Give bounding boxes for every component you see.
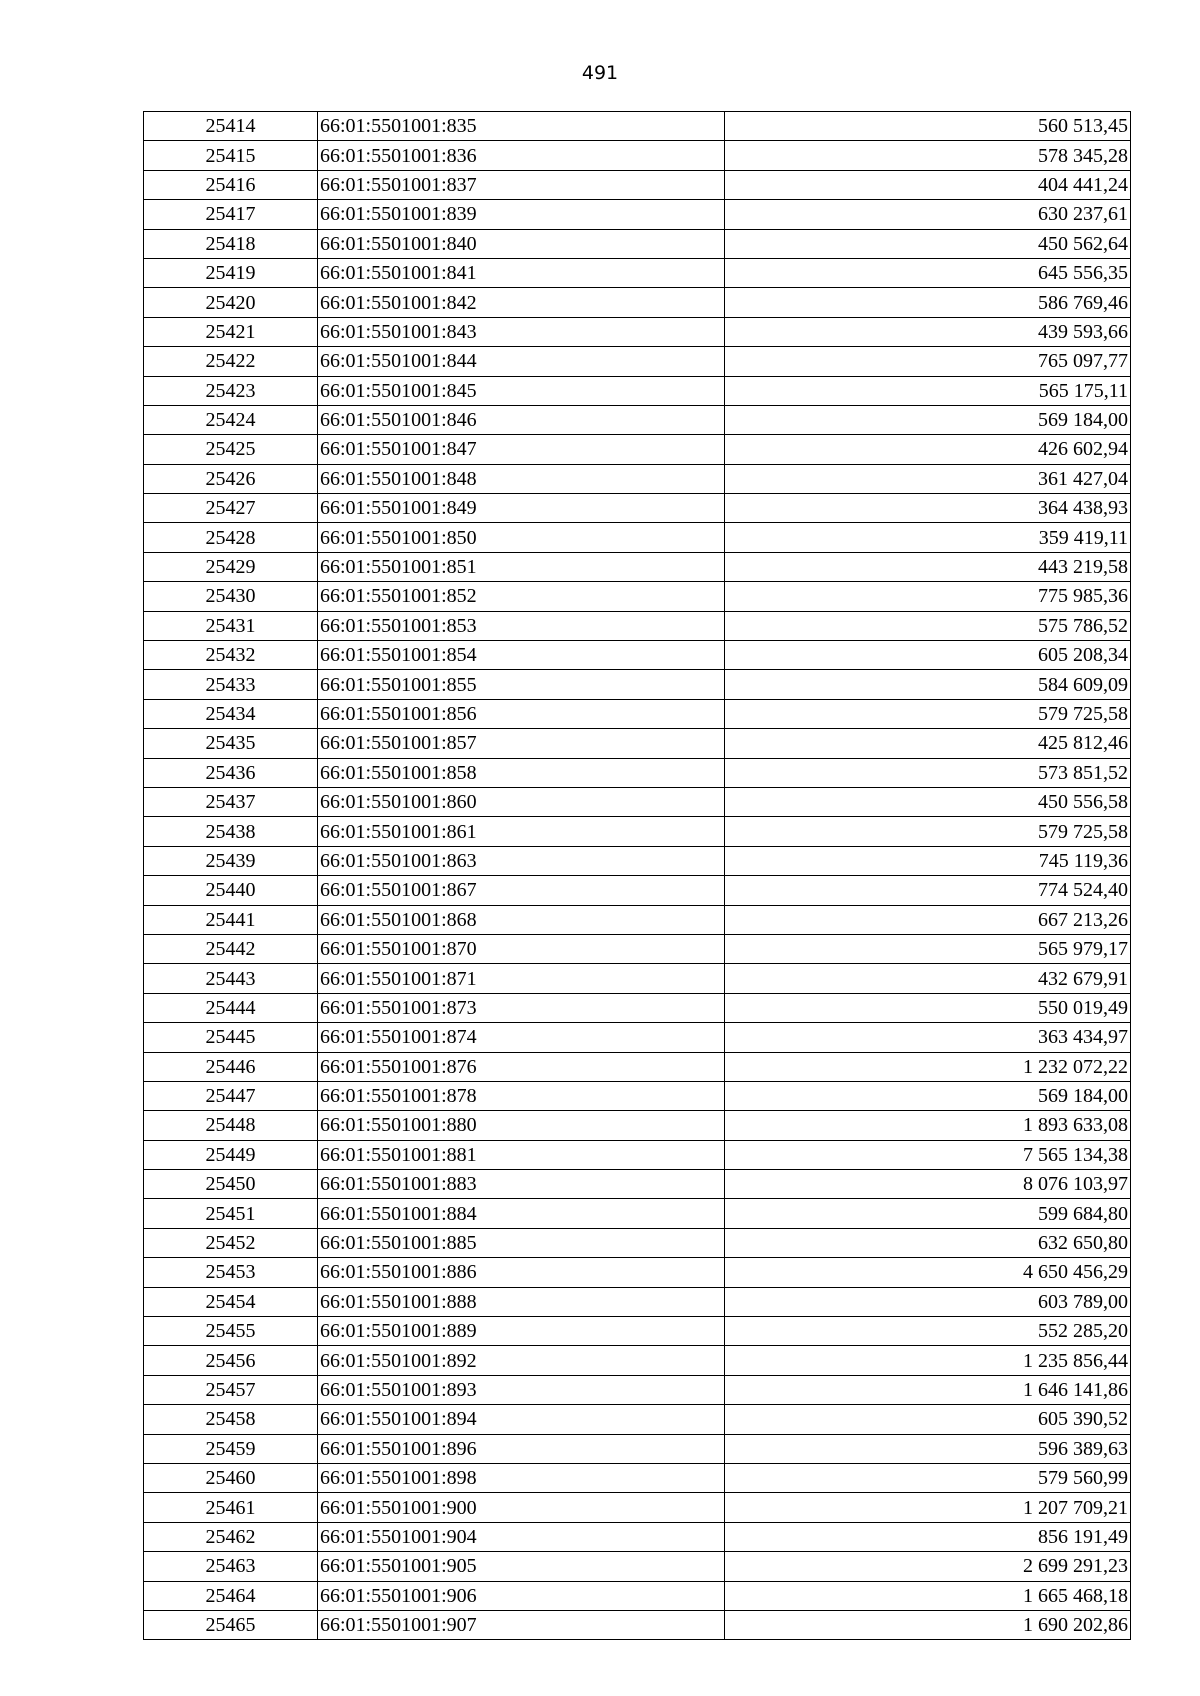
row-number-cell: 25432 [144,641,318,670]
cadastral-number-cell: 66:01:5501001:852 [318,582,725,611]
cadastral-value-cell: 363 434,97 [725,1023,1131,1052]
row-number-cell: 25429 [144,552,318,581]
cadastral-number-cell: 66:01:5501001:863 [318,846,725,875]
table-row [144,1552,1131,1581]
cadastral-value-cell: 1 235 856,44 [725,1346,1131,1375]
row-number-cell: 25445 [144,1023,318,1052]
cadastral-number-cell: 66:01:5501001:843 [318,317,725,346]
cadastral-number-cell: 66:01:5501001:885 [318,1228,725,1257]
cadastral-value-cell: 1 665 468,18 [725,1581,1131,1610]
cadastral-number-cell: 66:01:5501001:880 [318,1111,725,1140]
row-number-cell: 25426 [144,464,318,493]
row-number-cell: 25446 [144,1052,318,1081]
cadastral-value-cell: 443 219,58 [725,552,1131,581]
cadastral-number-cell: 66:01:5501001:896 [318,1434,725,1463]
cadastral-number-cell: 66:01:5501001:841 [318,258,725,287]
cadastral-number-cell: 66:01:5501001:851 [318,552,725,581]
cadastral-number-cell: 66:01:5501001:881 [318,1140,725,1169]
row-number-cell: 25449 [144,1140,318,1169]
cadastral-value-cell: 550 019,49 [725,993,1131,1022]
row-number-cell: 25415 [144,141,318,170]
cadastral-number-cell: 66:01:5501001:886 [318,1258,725,1287]
cadastral-value-cell: 565 175,11 [725,376,1131,405]
cadastral-value-table [143,111,1131,1640]
row-number-cell: 25421 [144,317,318,346]
row-number-cell: 25427 [144,494,318,523]
row-number-cell: 25424 [144,405,318,434]
table-row [144,288,1131,317]
table-row [144,1522,1131,1551]
row-number-cell: 25414 [144,112,318,141]
cadastral-value-cell: 361 427,04 [725,464,1131,493]
row-number-cell: 25417 [144,200,318,229]
table-row [144,1052,1131,1081]
table-row [144,1375,1131,1404]
table-row [144,729,1131,758]
table-row [144,405,1131,434]
table-row [144,1111,1131,1140]
table-row [144,846,1131,875]
row-number-cell: 25462 [144,1522,318,1551]
cadastral-number-cell: 66:01:5501001:893 [318,1375,725,1404]
cadastral-value-cell: 599 684,80 [725,1199,1131,1228]
row-number-cell: 25428 [144,523,318,552]
row-number-cell: 25422 [144,347,318,376]
table-row [144,964,1131,993]
row-number-cell: 25437 [144,787,318,816]
table-row [144,523,1131,552]
row-number-cell: 25419 [144,258,318,287]
cadastral-number-cell: 66:01:5501001:894 [318,1405,725,1434]
table-row [144,876,1131,905]
cadastral-value-cell: 596 389,63 [725,1434,1131,1463]
row-number-cell: 25436 [144,758,318,787]
cadastral-number-cell: 66:01:5501001:854 [318,641,725,670]
cadastral-number-cell: 66:01:5501001:907 [318,1610,725,1639]
cadastral-value-cell: 1 646 141,86 [725,1375,1131,1404]
row-number-cell: 25423 [144,376,318,405]
cadastral-value-cell: 667 213,26 [725,905,1131,934]
table-row [144,993,1131,1022]
table-row [144,170,1131,199]
row-number-cell: 25420 [144,288,318,317]
cadastral-number-cell: 66:01:5501001:900 [318,1493,725,1522]
cadastral-number-cell: 66:01:5501001:857 [318,729,725,758]
cadastral-number-cell: 66:01:5501001:905 [318,1552,725,1581]
table-row [144,1081,1131,1110]
row-number-cell: 25441 [144,905,318,934]
cadastral-number-cell: 66:01:5501001:873 [318,993,725,1022]
row-number-cell: 25438 [144,817,318,846]
cadastral-value-cell: 1 232 072,22 [725,1052,1131,1081]
cadastral-value-cell: 560 513,45 [725,112,1131,141]
row-number-cell: 25461 [144,1493,318,1522]
row-number-cell: 25454 [144,1287,318,1316]
cadastral-value-cell: 579 725,58 [725,699,1131,728]
cadastral-number-cell: 66:01:5501001:840 [318,229,725,258]
cadastral-number-cell: 66:01:5501001:868 [318,905,725,934]
table-row [144,787,1131,816]
cadastral-value-cell: 1 690 202,86 [725,1610,1131,1639]
row-number-cell: 25430 [144,582,318,611]
row-number-cell: 25448 [144,1111,318,1140]
row-number-cell: 25418 [144,229,318,258]
cadastral-number-cell: 66:01:5501001:848 [318,464,725,493]
table-row [144,229,1131,258]
cadastral-number-cell: 66:01:5501001:871 [318,964,725,993]
cadastral-value-cell: 1 893 633,08 [725,1111,1131,1140]
cadastral-value-cell: 404 441,24 [725,170,1131,199]
table-row [144,641,1131,670]
cadastral-value-cell: 4 650 456,29 [725,1258,1131,1287]
cadastral-value-cell: 605 208,34 [725,641,1131,670]
row-number-cell: 25453 [144,1258,318,1287]
table-row [144,1346,1131,1375]
table-row [144,817,1131,846]
cadastral-number-cell: 66:01:5501001:836 [318,141,725,170]
cadastral-number-cell: 66:01:5501001:860 [318,787,725,816]
cadastral-value-cell: 645 556,35 [725,258,1131,287]
row-number-cell: 25447 [144,1081,318,1110]
row-number-cell: 25439 [144,846,318,875]
cadastral-number-cell: 66:01:5501001:898 [318,1463,725,1492]
cadastral-value-cell: 745 119,36 [725,846,1131,875]
cadastral-number-cell: 66:01:5501001:842 [318,288,725,317]
row-number-cell: 25458 [144,1405,318,1434]
cadastral-number-cell: 66:01:5501001:849 [318,494,725,523]
row-number-cell: 25425 [144,435,318,464]
page-number: 491 [581,62,619,84]
cadastral-number-cell: 66:01:5501001:883 [318,1170,725,1199]
row-number-cell: 25433 [144,670,318,699]
table-row [144,258,1131,287]
row-number-cell: 25431 [144,611,318,640]
row-number-cell: 25416 [144,170,318,199]
cadastral-number-cell: 66:01:5501001:876 [318,1052,725,1081]
cadastral-number-cell: 66:01:5501001:889 [318,1317,725,1346]
cadastral-value-cell: 578 345,28 [725,141,1131,170]
row-number-cell: 25443 [144,964,318,993]
cadastral-value-cell: 774 524,40 [725,876,1131,905]
cadastral-number-cell: 66:01:5501001:846 [318,405,725,434]
table-row [144,905,1131,934]
table-row [144,200,1131,229]
row-number-cell: 25434 [144,699,318,728]
cadastral-number-cell: 66:01:5501001:853 [318,611,725,640]
table-row [144,1434,1131,1463]
table-row [144,435,1131,464]
table-row [144,1610,1131,1639]
cadastral-value-cell: 2 699 291,23 [725,1552,1131,1581]
table-row [144,934,1131,963]
cadastral-number-cell: 66:01:5501001:906 [318,1581,725,1610]
cadastral-value-cell: 586 769,46 [725,288,1131,317]
cadastral-value-cell: 552 285,20 [725,1317,1131,1346]
cadastral-number-cell: 66:01:5501001:874 [318,1023,725,1052]
row-number-cell: 25451 [144,1199,318,1228]
table-row [144,464,1131,493]
table-row [144,1463,1131,1492]
cadastral-value-cell: 630 237,61 [725,200,1131,229]
cadastral-value-cell: 632 650,80 [725,1228,1131,1257]
cadastral-number-cell: 66:01:5501001:835 [318,112,725,141]
table-row [144,376,1131,405]
cadastral-value-cell: 439 593,66 [725,317,1131,346]
row-number-cell: 25464 [144,1581,318,1610]
cadastral-value-cell: 432 679,91 [725,964,1131,993]
table-row [144,112,1131,141]
cadastral-value-cell: 605 390,52 [725,1405,1131,1434]
cadastral-number-cell: 66:01:5501001:904 [318,1522,725,1551]
table-row [144,552,1131,581]
table-row [144,1199,1131,1228]
cadastral-number-cell: 66:01:5501001:847 [318,435,725,464]
cadastral-number-cell: 66:01:5501001:856 [318,699,725,728]
cadastral-number-cell: 66:01:5501001:850 [318,523,725,552]
cadastral-value-cell: 579 560,99 [725,1463,1131,1492]
row-number-cell: 25452 [144,1228,318,1257]
table-row [144,347,1131,376]
cadastral-value-cell: 8 076 103,97 [725,1170,1131,1199]
cadastral-value-cell: 569 184,00 [725,405,1131,434]
cadastral-value-cell: 7 565 134,38 [725,1140,1131,1169]
cadastral-value-cell: 1 207 709,21 [725,1493,1131,1522]
table-row [144,1258,1131,1287]
row-number-cell: 25450 [144,1170,318,1199]
cadastral-value-cell: 426 602,94 [725,435,1131,464]
cadastral-value-cell: 603 789,00 [725,1287,1131,1316]
cadastral-value-cell: 775 985,36 [725,582,1131,611]
cadastral-number-cell: 66:01:5501001:858 [318,758,725,787]
cadastral-number-cell: 66:01:5501001:870 [318,934,725,963]
cadastral-number-cell: 66:01:5501001:845 [318,376,725,405]
cadastral-value-cell: 450 562,64 [725,229,1131,258]
row-number-cell: 25435 [144,729,318,758]
table-row [144,582,1131,611]
cadastral-number-cell: 66:01:5501001:878 [318,1081,725,1110]
cadastral-number-cell: 66:01:5501001:888 [318,1287,725,1316]
table-row [144,1140,1131,1169]
cadastral-value-cell: 573 851,52 [725,758,1131,787]
cadastral-value-cell: 425 812,46 [725,729,1131,758]
cadastral-number-cell: 66:01:5501001:844 [318,347,725,376]
table-row [144,699,1131,728]
table-row [144,317,1131,346]
cadastral-number-cell: 66:01:5501001:867 [318,876,725,905]
cadastral-value-cell: 856 191,49 [725,1522,1131,1551]
table-row [144,1317,1131,1346]
cadastral-value-cell: 569 184,00 [725,1081,1131,1110]
row-number-cell: 25455 [144,1317,318,1346]
table-row [144,1228,1131,1257]
row-number-cell: 25442 [144,934,318,963]
row-number-cell: 25457 [144,1375,318,1404]
table-body [144,112,1131,1640]
cadastral-number-cell: 66:01:5501001:855 [318,670,725,699]
table-row [144,611,1131,640]
row-number-cell: 25456 [144,1346,318,1375]
row-number-cell: 25459 [144,1434,318,1463]
table-row [144,1287,1131,1316]
cadastral-number-cell: 66:01:5501001:839 [318,200,725,229]
cadastral-number-cell: 66:01:5501001:837 [318,170,725,199]
table-row [144,1170,1131,1199]
table-row [144,1581,1131,1610]
cadastral-value-cell: 359 419,11 [725,523,1131,552]
cadastral-number-cell: 66:01:5501001:884 [318,1199,725,1228]
cadastral-value-cell: 765 097,77 [725,347,1131,376]
row-number-cell: 25440 [144,876,318,905]
table-row [144,758,1131,787]
table-row [144,1405,1131,1434]
cadastral-value-cell: 565 979,17 [725,934,1131,963]
cadastral-value-cell: 364 438,93 [725,494,1131,523]
cadastral-value-cell: 575 786,52 [725,611,1131,640]
row-number-cell: 25465 [144,1610,318,1639]
table-row [144,494,1131,523]
cadastral-value-cell: 450 556,58 [725,787,1131,816]
table-row [144,1493,1131,1522]
row-number-cell: 25444 [144,993,318,1022]
row-number-cell: 25463 [144,1552,318,1581]
row-number-cell: 25460 [144,1463,318,1492]
cadastral-number-cell: 66:01:5501001:892 [318,1346,725,1375]
table-row [144,141,1131,170]
table-row [144,1023,1131,1052]
cadastral-value-cell: 579 725,58 [725,817,1131,846]
cadastral-value-cell: 584 609,09 [725,670,1131,699]
cadastral-number-cell: 66:01:5501001:861 [318,817,725,846]
table-row [144,670,1131,699]
